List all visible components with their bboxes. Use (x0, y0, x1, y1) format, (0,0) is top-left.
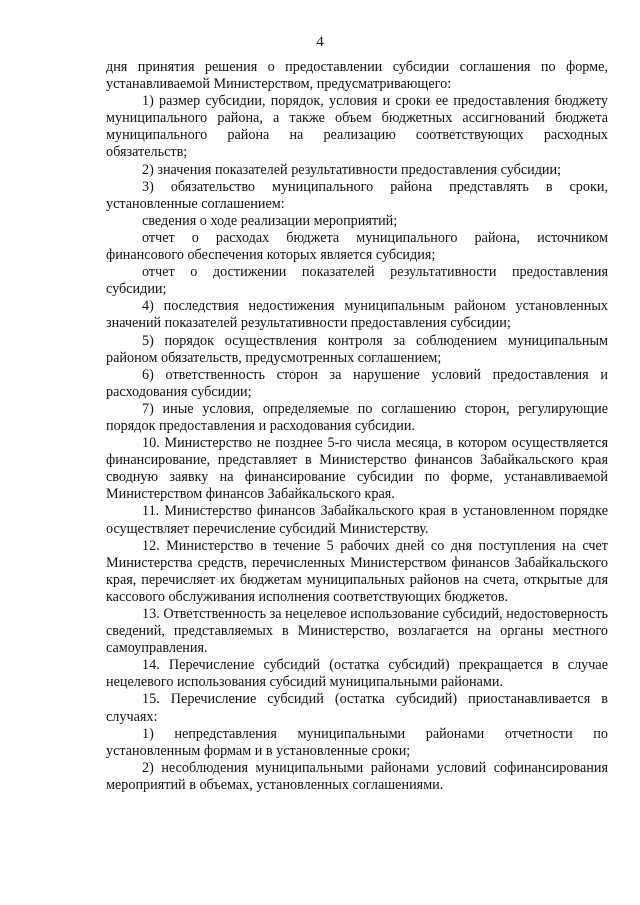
document-body (106, 59, 608, 794)
paragraph-section-13: 13. Ответственность за нецелевое использование субсидий, недостоверность сведений, представляемых в Министерство, возлагается на органы местного самоуправления. (106, 606, 608, 657)
paragraph-item-3: 3) обязательство муниципального района представлять в сроки, установленные соглашением: (106, 178, 608, 212)
paragraph-case-1: 1) непредставления муниципальными районами отчетности по установленным формам и в установленные сроки; (106, 725, 608, 759)
paragraph-section-15: 15. Перечисление субсидий (остатка субсидий) приостанавливается в случаях: (106, 691, 608, 725)
paragraph-subitem-expenses-report: отчет о расходах бюджета муниципального района, источником финансового обеспечения которых является субсидия; (106, 229, 608, 264)
paragraph-item-1: 1) размер субсидии, порядок, условия и сроки ее предоставления бюджету муниципального района, а также объем бюджетных ассигнований бюджета муниципального района на реализацию соответствующих расходных обязательств; (106, 93, 608, 161)
paragraph-item-7: 7) иные условия, определяемые по соглашению сторон, регулирующие порядок предоставления и расходования субсидии. (106, 400, 608, 434)
paragraph-section-10: 10. Министерство не позднее 5-го числа месяца, в котором осуществляется финансирование, представляет в Министерство финансов Забайкальского края сводную заявку на финансирование субсидии по форме, устанавливаемой Министерством финансов Забайкальского края. (106, 435, 608, 503)
paragraph-item-6: 6) ответственность сторон за нарушение условий предоставления и расходования субсидии; (106, 366, 608, 400)
paragraph-item-5: 5) порядок осуществления контроля за соблюдением муниципальным районом обязательств, предусмотренных соглашением; (106, 332, 608, 366)
paragraph-section-11: 11. Министерство финансов Забайкальского края в установленном порядке осуществляет перечисление субсидий Министерству. (106, 503, 608, 537)
paragraph-subitem-results-report: отчет о достижении показателей результативности предоставления субсидии; (106, 264, 608, 298)
paragraph-case-2: 2) несоблюдения муниципальными районами условий софинансирования мероприятий в объемах, установленных соглашениями. (106, 759, 608, 793)
paragraph-item-2: 2) значения показателей результативности предоставления субсидии; (142, 161, 562, 178)
paragraph-item-4: 4) последствия недостижения муниципальным районом установленных значений показателей результативности предоставления субсидии; (106, 298, 608, 332)
paragraph-continuation: дня принятия решения о предоставлении субсидии соглашения по форме, устанавливаемой Министерством, предусматривающего: (106, 59, 608, 93)
paragraph-subitem-progress: сведения о ходе реализации мероприятий; (142, 212, 398, 229)
paragraph-section-14: 14. Перечисление субсидий (остатка субсидий) прекращается в случае нецелевого использования субсидий муниципальными районами. (106, 657, 608, 691)
page-number: 4 (316, 34, 324, 50)
paragraph-section-12: 12. Министерство в течение 5 рабочих дней со дня поступления на счет Министерства средств, перечисленных Министерством финансов Забайкальского края, перечисляет их бюджетам муниципальных районов на счета, открытые для кассового обслуживания исполнения соответствующих бюджетов. (106, 537, 608, 605)
